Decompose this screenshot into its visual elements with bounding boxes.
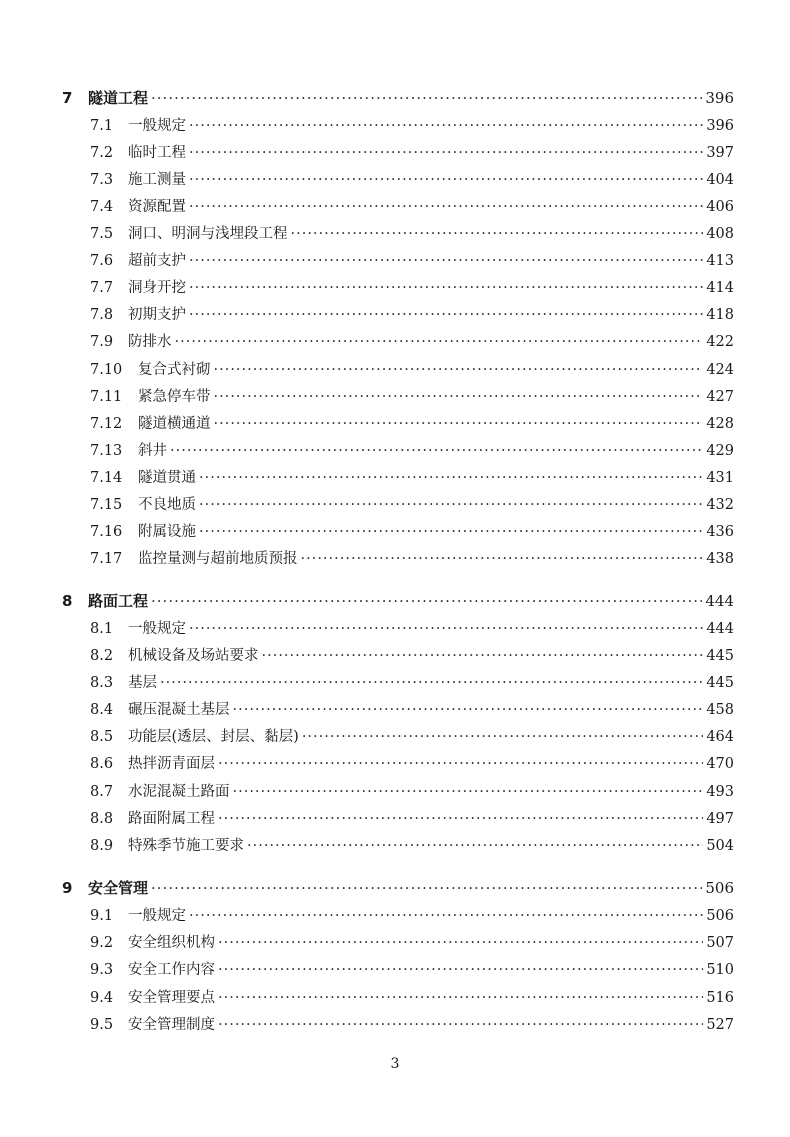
toc-entry-7-11[interactable]: [90, 385, 734, 407]
section-page: 506: [706, 908, 734, 924]
chapter-page: 396: [705, 89, 734, 107]
section-page: 431: [706, 470, 734, 486]
section-page: 438: [706, 551, 734, 567]
toc-entry-7-2[interactable]: [90, 141, 734, 163]
dot-leader: [218, 962, 703, 978]
section-page: 445: [706, 648, 734, 664]
section-page: 445: [706, 675, 734, 691]
section-title: 超前支护: [128, 253, 186, 269]
section-number: 7.7: [90, 280, 114, 296]
toc-entry-7-17[interactable]: [90, 547, 734, 569]
section-title: 临时工程: [128, 145, 186, 161]
section-page: 427: [706, 389, 734, 405]
section-title: 复合式衬砌: [138, 362, 211, 378]
section-title: 特殊季节施工要求: [128, 838, 244, 854]
toc-entry-9-3[interactable]: [90, 958, 734, 980]
section-number: 7.16: [90, 524, 123, 540]
section-page: 497: [706, 811, 734, 827]
section-number: 7.9: [90, 334, 114, 350]
dot-leader: [151, 89, 702, 107]
section-number: 7.17: [90, 551, 123, 567]
chapter-title: 安全管理: [88, 879, 149, 897]
toc-entry-8-1[interactable]: [90, 617, 734, 639]
dot-leader: [302, 729, 703, 745]
toc-entry-9-4[interactable]: [90, 986, 734, 1008]
section-number: 7.8: [90, 307, 114, 323]
dot-leader: [189, 307, 703, 323]
section-title: 初期支护: [128, 307, 186, 323]
toc-entry-8-7[interactable]: [90, 780, 734, 802]
section-page: 413: [706, 253, 734, 269]
section-number: 8.1: [90, 621, 114, 637]
section-number: 7.4: [90, 199, 114, 215]
page-number: 3: [390, 1056, 400, 1072]
dot-leader: [214, 416, 704, 432]
dot-leader: [214, 362, 704, 378]
dot-leader: [291, 226, 704, 242]
dot-leader: [189, 908, 703, 924]
section-page: 414: [706, 280, 734, 296]
dot-leader: [218, 811, 703, 827]
section-number: 7.15: [90, 497, 123, 513]
toc-entry-8-3[interactable]: [90, 671, 734, 693]
section-page: 432: [706, 497, 734, 513]
toc-entry-8-8[interactable]: [90, 807, 734, 829]
section-number: 8.8: [90, 811, 114, 827]
toc-entry-9-5[interactable]: [90, 1013, 734, 1035]
section-title: 安全组织机构: [128, 935, 215, 951]
section-page: 428: [706, 416, 734, 432]
dot-leader: [247, 838, 703, 854]
toc-entry-7-4[interactable]: [90, 195, 734, 217]
toc-entry-7-12[interactable]: [90, 412, 734, 434]
dot-leader: [199, 497, 703, 513]
dot-leader: [218, 1017, 703, 1033]
section-number: 7.1: [90, 118, 114, 134]
toc-entry-7-8[interactable]: [90, 303, 734, 325]
chapter-title: 隧道工程: [88, 89, 149, 107]
section-title: 安全管理要点: [128, 990, 215, 1006]
section-number: 7.6: [90, 253, 114, 269]
dot-leader: [170, 443, 703, 459]
toc-chapter-9[interactable]: [62, 877, 734, 899]
chapter-number: 9: [62, 879, 73, 897]
section-title: 斜井: [138, 443, 167, 459]
section-title: 资源配置: [128, 199, 186, 215]
toc-chapter-7[interactable]: [62, 87, 734, 109]
dot-leader: [160, 675, 703, 691]
section-title: 机械设备及场站要求: [128, 648, 259, 664]
section-number: 9.2: [90, 935, 114, 951]
section-number: 8.5: [90, 729, 114, 745]
section-page: 404: [706, 172, 734, 188]
section-number: 9.1: [90, 908, 114, 924]
toc-entry-8-6[interactable]: [90, 752, 734, 774]
section-page: 527: [706, 1017, 734, 1033]
section-number: 9.4: [90, 990, 114, 1006]
section-page: 418: [706, 307, 734, 323]
chapter-number: 7: [62, 89, 73, 107]
section-title: 隧道横通道: [138, 416, 211, 432]
section-number: 9.5: [90, 1017, 114, 1033]
section-title: 一般规定: [128, 118, 186, 134]
section-number: 7.11: [90, 389, 123, 405]
toc-entry-7-5[interactable]: [90, 222, 734, 244]
section-number: 8.2: [90, 648, 114, 664]
toc-entry-7-7[interactable]: [90, 276, 734, 298]
section-title: 功能层(透层、封层、黏层): [128, 729, 299, 745]
toc-entry-7-9[interactable]: [90, 330, 734, 352]
toc-entry-7-1[interactable]: [90, 114, 734, 136]
chapter-number: 8: [62, 592, 73, 610]
section-page: 408: [706, 226, 734, 242]
section-title: 安全工作内容: [128, 962, 215, 978]
dot-leader: [189, 118, 703, 134]
dot-leader: [214, 389, 704, 405]
section-page: 397: [706, 145, 734, 161]
dot-leader: [218, 935, 703, 951]
section-number: 8.9: [90, 838, 114, 854]
section-page: 470: [706, 756, 734, 772]
section-title: 热拌沥青面层: [128, 756, 215, 772]
section-title: 洞身开挖: [128, 280, 186, 296]
toc-chapter-8[interactable]: [62, 590, 734, 612]
chapter-title: 路面工程: [88, 592, 149, 610]
section-page: 436: [706, 524, 734, 540]
section-page: 464: [706, 729, 734, 745]
section-page: 507: [706, 935, 734, 951]
section-number: 7.12: [90, 416, 123, 432]
toc-entry-7-6[interactable]: [90, 249, 734, 271]
dot-leader: [189, 621, 703, 637]
section-number: 7.3: [90, 172, 114, 188]
section-page: 504: [706, 838, 734, 854]
section-number: 8.6: [90, 756, 114, 772]
section-title: 洞口、明洞与浅埋段工程: [128, 226, 288, 242]
dot-leader: [189, 253, 703, 269]
section-title: 监控量测与超前地质预报: [138, 551, 298, 567]
dot-leader: [262, 648, 704, 664]
dot-leader: [189, 199, 703, 215]
dot-leader: [189, 172, 703, 188]
section-title: 防排水: [128, 334, 172, 350]
dot-leader: [301, 551, 704, 567]
toc-entry-9-1[interactable]: [90, 904, 734, 926]
section-title: 一般规定: [128, 908, 186, 924]
section-number: 8.4: [90, 702, 114, 718]
toc-entry-7-13[interactable]: [90, 439, 734, 461]
section-number: 8.7: [90, 784, 114, 800]
dot-leader: [175, 334, 704, 350]
section-page: 444: [706, 621, 734, 637]
dot-leader: [199, 524, 703, 540]
section-number: 8.3: [90, 675, 114, 691]
section-number: 7.14: [90, 470, 123, 486]
toc-entry-7-10[interactable]: [90, 358, 734, 380]
section-page: 406: [706, 199, 734, 215]
section-page: 516: [706, 990, 734, 1006]
section-number: 9.3: [90, 962, 114, 978]
section-title: 水泥混凝土路面: [128, 784, 230, 800]
dot-leader: [233, 702, 704, 718]
section-number: 7.13: [90, 443, 123, 459]
section-title: 隧道贯通: [138, 470, 196, 486]
section-title: 不良地质: [138, 497, 196, 513]
section-page: 510: [706, 962, 734, 978]
toc-entry-8-2[interactable]: [90, 644, 734, 666]
section-title: 一般规定: [128, 621, 186, 637]
section-title: 安全管理制度: [128, 1017, 215, 1033]
section-number: 7.5: [90, 226, 114, 242]
chapter-page: 444: [705, 592, 734, 610]
section-title: 路面附属工程: [128, 811, 215, 827]
toc-entry-9-2[interactable]: [90, 931, 734, 953]
section-title: 施工测量: [128, 172, 186, 188]
dot-leader: [199, 470, 703, 486]
section-page: 493: [706, 784, 734, 800]
section-title: 基层: [128, 675, 157, 691]
dot-leader: [233, 784, 704, 800]
dot-leader: [189, 280, 703, 296]
section-page: 424: [706, 362, 734, 378]
section-number: 7.10: [90, 362, 123, 378]
chapter-page: 506: [705, 879, 734, 897]
section-title: 附属设施: [138, 524, 196, 540]
toc-entry-8-5[interactable]: [90, 725, 734, 747]
section-page: 458: [706, 702, 734, 718]
section-page: 396: [706, 118, 734, 134]
dot-leader: [218, 990, 703, 1006]
dot-leader: [151, 592, 702, 610]
section-page: 422: [706, 334, 734, 350]
section-number: 7.2: [90, 145, 114, 161]
toc-entry-7-16[interactable]: [90, 520, 734, 542]
dot-leader: [218, 756, 703, 772]
section-page: 429: [706, 443, 734, 459]
dot-leader: [189, 145, 703, 161]
section-title: 紧急停车带: [138, 389, 211, 405]
dot-leader: [151, 879, 702, 897]
toc-entry-7-14[interactable]: [90, 466, 734, 488]
section-title: 碾压混凝土基层: [128, 702, 230, 718]
toc-entry-8-9[interactable]: [90, 834, 734, 856]
toc-entry-7-3[interactable]: [90, 168, 734, 190]
toc-entry-7-15[interactable]: [90, 493, 734, 515]
toc-entry-8-4[interactable]: [90, 698, 734, 720]
